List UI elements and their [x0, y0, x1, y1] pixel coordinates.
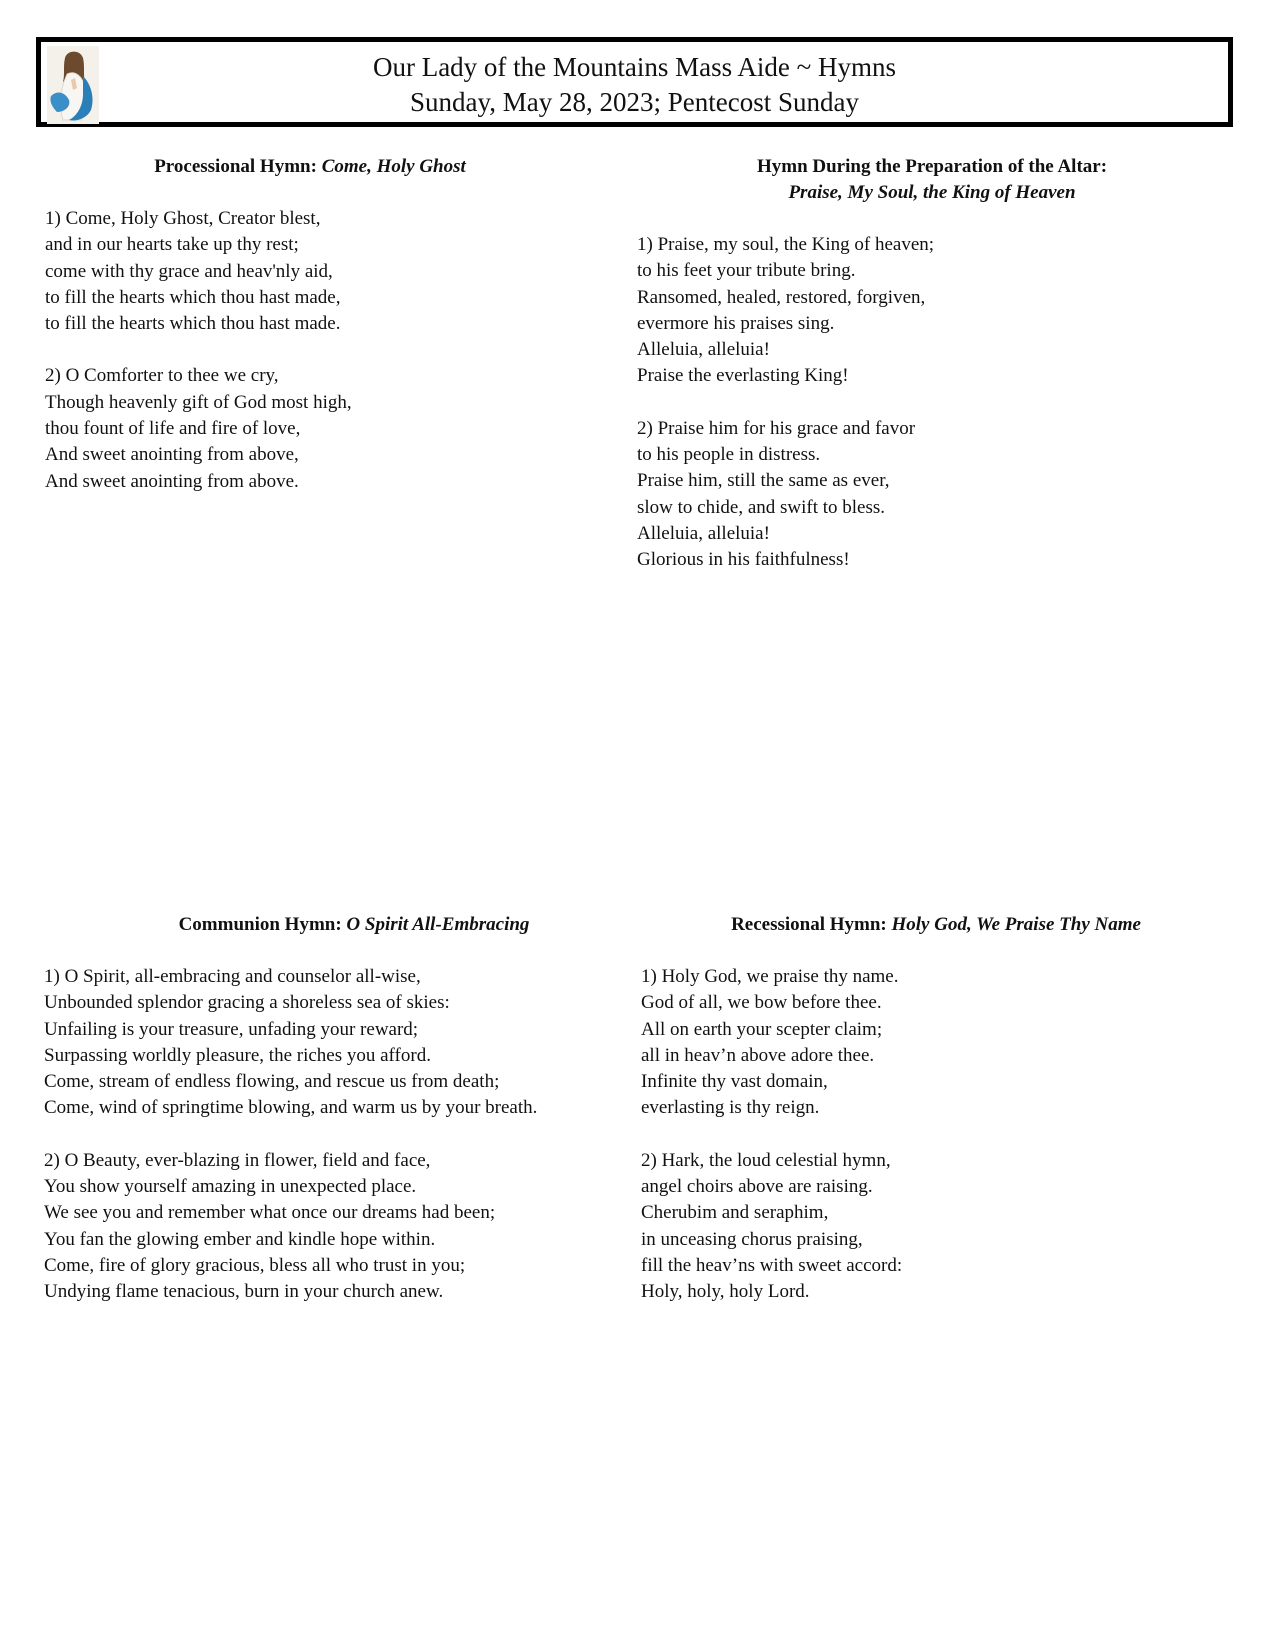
- lyric-line: Unbounded splendor gracing a shoreless sea of skies:: [44, 992, 450, 1014]
- lyric-line: and in our hearts take up thy rest;: [45, 234, 299, 256]
- lyric-line: 2) Praise him for his grace and favor: [637, 417, 916, 439]
- lyric-line: Undying flame tenacious, burn in your church anew.: [44, 1281, 444, 1303]
- lyric-line: Glorious in his faithfulness!: [637, 549, 850, 571]
- header-date: Sunday, May 28, 2023; Pentecost Sunday: [410, 87, 859, 117]
- lyric-line: Come, fire of glory gracious, bless all who trust in you;: [44, 1254, 466, 1276]
- lyric-line: 1) O Spirit, all-embracing and counselor all-wise,: [44, 966, 421, 987]
- lyric-line: everlasting is thy reign.: [641, 1097, 820, 1119]
- hymn-label: Communion Hymn:: [178, 914, 347, 935]
- lyric-line: You fan the glowing ember and kindle hope within.: [44, 1228, 436, 1250]
- verse-2: [44, 1148, 664, 1306]
- lyric-line: Come, stream of endless flowing, and rescue us from death;: [44, 1071, 500, 1093]
- hymn-name: Praise, My Soul, the King of Heaven: [788, 182, 1076, 203]
- lyric-line: slow to chide, and swift to bless.: [637, 496, 886, 518]
- communion-hymn: [44, 912, 664, 1306]
- verse-1: [641, 964, 1231, 1122]
- hymn-name: Come, Holy Ghost: [321, 156, 466, 177]
- hymn-title: [637, 154, 1227, 206]
- hymn-title: [641, 912, 1231, 938]
- recessional-hymn: [641, 912, 1231, 1306]
- hymn-title: [45, 154, 575, 180]
- lyric-line: to his people in distress.: [637, 444, 821, 466]
- verse-1: [44, 964, 664, 1122]
- lyric-line: Holy, holy, holy Lord.: [641, 1281, 810, 1303]
- lyric-line: 2) O Beauty, ever-blazing in flower, field and face,: [44, 1149, 431, 1171]
- lyric-line: 2) O Comforter to thee we cry,: [45, 365, 279, 387]
- verse-2: [45, 363, 575, 494]
- lyric-line: thou fount of life and fire of love,: [45, 418, 301, 440]
- hymn-label: Recessional Hymn:: [731, 914, 892, 935]
- lyric-line: fill the heav’ns with sweet accord:: [641, 1254, 903, 1276]
- hymn-label: Hymn During the Preparation of the Altar:: [756, 156, 1108, 177]
- lyric-line: Cherubim and seraphim,: [641, 1202, 829, 1224]
- lyric-line: And sweet anointing from above.: [45, 470, 299, 492]
- hymn-title: [44, 912, 664, 938]
- hymn-label: Processional Hymn:: [154, 156, 322, 177]
- header-title: Our Lady of the Mountains Mass Aide ~ Hymns: [372, 52, 897, 82]
- lyric-line: to fill the hearts which thou hast made.: [45, 313, 341, 335]
- lyric-line: Surpassing worldly pleasure, the riches you afford.: [44, 1044, 431, 1066]
- lyric-line: Unfailing is your treasure, unfading your reward;: [44, 1018, 419, 1040]
- lyric-line: come with thy grace and heav'nly aid,: [45, 260, 333, 282]
- preparation-hymn: [637, 154, 1227, 574]
- lyric-line: Alleluia, alleluia!: [637, 522, 770, 544]
- verse-2: [637, 416, 1227, 574]
- lyric-line: Come, wind of springtime blowing, and warm us by your breath.: [44, 1097, 538, 1119]
- lyric-line: to his feet your tribute bring.: [637, 260, 856, 282]
- document-header: [36, 37, 1233, 127]
- lyric-line: Praise the everlasting King!: [637, 365, 849, 387]
- lyric-line: And sweet anointing from above,: [45, 444, 299, 466]
- lyric-line: in unceasing chorus praising,: [641, 1228, 863, 1250]
- lyric-line: Alleluia, alleluia!: [637, 339, 770, 361]
- verse-2: [641, 1148, 1231, 1306]
- lyric-line: Infinite thy vast domain,: [641, 1071, 828, 1093]
- processional-hymn: [45, 154, 575, 495]
- lyric-line: All on earth your scepter claim;: [641, 1018, 883, 1040]
- lyric-line: 2) Hark, the loud celestial hymn,: [641, 1149, 891, 1171]
- lyric-line: Praise him, still the same as ever,: [637, 470, 890, 492]
- lyric-line: to fill the hearts which thou hast made,: [45, 286, 341, 308]
- lyric-line: all in heav’n above adore thee.: [641, 1044, 875, 1066]
- lyric-line: Though heavenly gift of God most high,: [45, 391, 352, 413]
- verse-1: [637, 232, 1227, 390]
- lyric-line: You show yourself amazing in unexpected place.: [44, 1176, 417, 1198]
- verse-1: [45, 206, 575, 337]
- lyric-line: evermore his praises sing.: [637, 312, 835, 334]
- hymn-name: Holy God, We Praise Thy Name: [891, 914, 1141, 935]
- lyric-line: God of all, we bow before thee.: [641, 992, 882, 1014]
- lyric-line: 1) Praise, my soul, the King of heaven;: [637, 234, 935, 255]
- lyric-line: We see you and remember what once our dreams had been;: [44, 1202, 496, 1224]
- hymn-name: O Spirit All-Embracing: [346, 914, 530, 935]
- lyric-line: Ransomed, healed, restored, forgiven,: [637, 286, 926, 308]
- lyric-line: 1) Holy God, we praise thy name.: [641, 966, 899, 987]
- lyric-line: 1) Come, Holy Ghost, Creator blest,: [45, 208, 321, 229]
- lyric-line: angel choirs above are raising.: [641, 1176, 873, 1198]
